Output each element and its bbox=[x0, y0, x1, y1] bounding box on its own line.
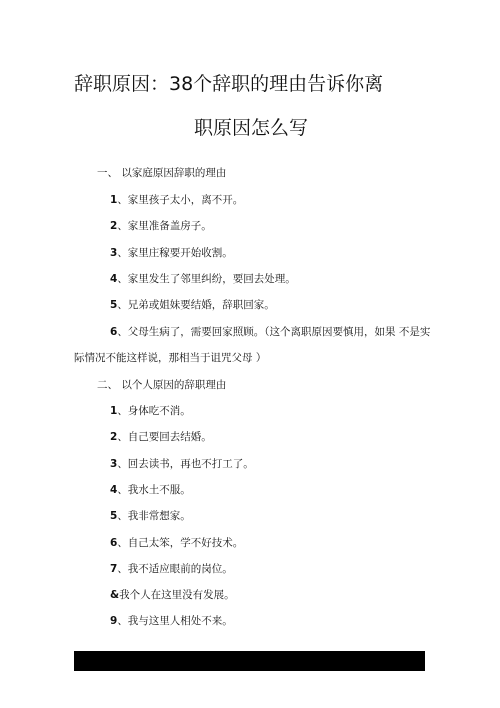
list-item bbox=[110, 272, 296, 286]
list-item-text: 、我水土不服。 bbox=[117, 484, 191, 496]
list-item-continuation: 际情况不能这样说，那相当于诅咒父母 ） bbox=[74, 352, 267, 364]
list-item-number: 6 bbox=[110, 537, 118, 549]
list-item-text: 、家里孩子太小，离不开。 bbox=[117, 194, 244, 206]
list-item-text: 、身体吃不消。 bbox=[117, 405, 191, 417]
list-item bbox=[110, 219, 212, 233]
list-item-number: 9 bbox=[110, 615, 118, 627]
list-item-text: 、自己要回去结婚。 bbox=[117, 431, 212, 443]
list-item bbox=[110, 298, 275, 312]
list-item-number: 4 bbox=[110, 273, 118, 285]
list-item bbox=[110, 430, 212, 444]
list-item-number: 1 bbox=[110, 405, 118, 417]
list-item-text: 、回去读书，再也不打工了。 bbox=[117, 458, 254, 470]
list-item-text: 、兄弟或姐妹要结婚，辞职回家。 bbox=[117, 299, 275, 311]
list-item bbox=[110, 193, 243, 207]
list-item-number: 2 bbox=[110, 220, 118, 232]
list-item-number: 6 bbox=[110, 326, 118, 338]
list-item bbox=[110, 457, 254, 471]
list-item-number: 2 bbox=[110, 431, 118, 443]
list-item-text: 、我与这里人相处不来。 bbox=[117, 615, 233, 627]
list-item bbox=[110, 246, 233, 260]
list-item-text: 、我不适应眼前的岗位。 bbox=[117, 563, 233, 575]
list-item-number: & bbox=[110, 589, 120, 601]
list-item-number: 1 bbox=[110, 194, 118, 206]
list-item bbox=[110, 404, 191, 418]
list-item bbox=[110, 562, 233, 576]
list-item bbox=[110, 325, 430, 339]
list-item-number: 5 bbox=[110, 510, 118, 522]
list-item-text: 、我非常想家。 bbox=[117, 510, 191, 522]
section-heading-personal: 二、 以个人原因的辞职理由 bbox=[97, 379, 227, 391]
redaction-bar bbox=[74, 651, 425, 671]
list-item-text: 、家里准备盖房子。 bbox=[117, 220, 212, 232]
list-item bbox=[110, 536, 243, 550]
list-item bbox=[110, 509, 191, 523]
list-item-number: 3 bbox=[110, 247, 118, 259]
list-item-number: 7 bbox=[110, 563, 118, 575]
page-title-line-1: 辞职原因：38个辞职的理由告诉你离 bbox=[74, 73, 384, 95]
section-heading-family: 一、 以家庭原因辞职的理由 bbox=[97, 167, 227, 179]
list-item-text: 、父母生病了，需要回家照顾。（这个离职原因要慎用，如果 不是实 bbox=[117, 326, 431, 338]
list-item-text: 、家里庄稼要开始收割。 bbox=[117, 247, 233, 259]
list-item bbox=[110, 588, 235, 602]
list-item-text: 我个人在这里没有发展。 bbox=[119, 589, 235, 601]
list-item-number: 5 bbox=[110, 299, 118, 311]
list-item bbox=[110, 483, 191, 497]
list-item bbox=[110, 614, 233, 628]
list-item-number: 4 bbox=[110, 484, 118, 496]
page-title-line-2: 职原因怎么写 bbox=[194, 117, 309, 139]
list-item-text: 、自己太笨，学不好技术。 bbox=[117, 537, 244, 549]
list-item-number: 3 bbox=[110, 458, 118, 470]
list-item-text: 、家里发生了邻里纠纷，要回去处理。 bbox=[117, 273, 296, 285]
